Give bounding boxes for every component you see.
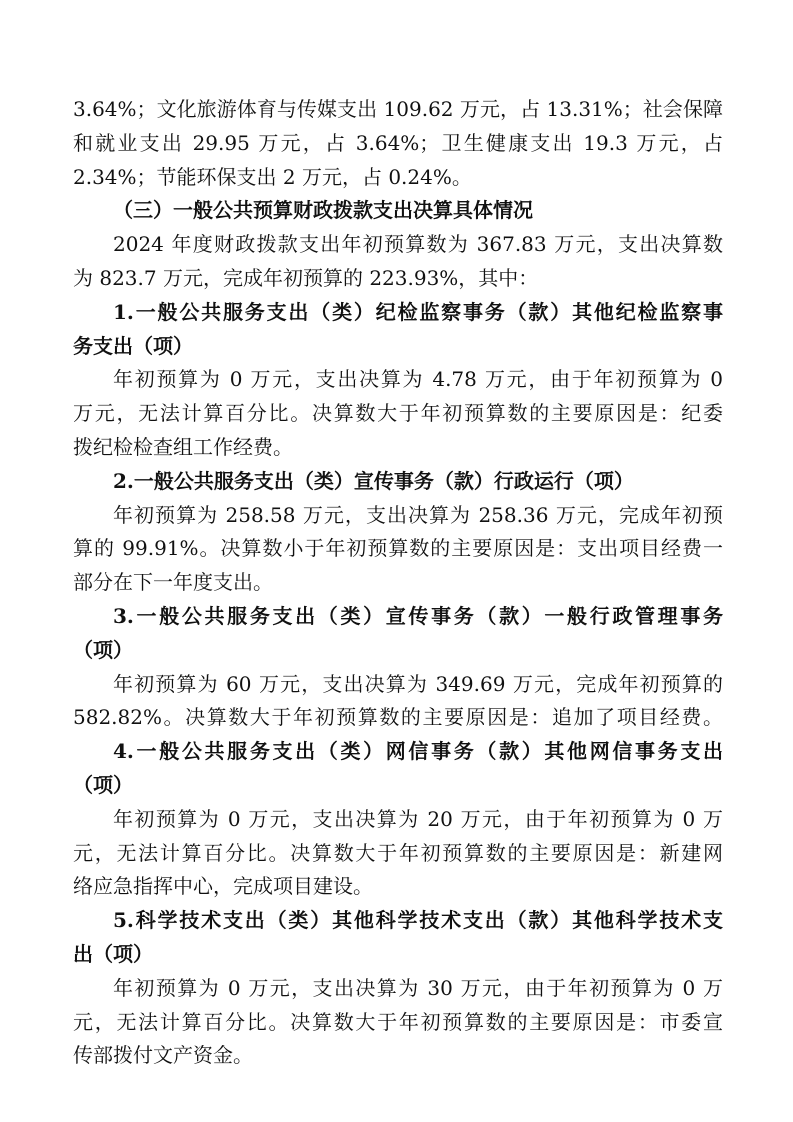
text-line: 元，无法计算百分比。决算数大于年初预算数的主要原因是：新建网 [73,840,723,865]
text-line: 和就业支出 29.95 万元，占 3.64%；卫生健康支出 19.3 万元，占 [73,130,723,155]
item-heading: 5.科学技术支出（类）其他科学技术支出（款）其他科学技术支 [113,908,723,933]
text-line: 传部拨付文产资金。 [73,1043,253,1068]
item-heading: （项） [73,637,133,662]
text-line: 年初预算为 0 万元，支出决算为 4.78 万元，由于年初预算为 0 [113,367,723,392]
text-line: 为 823.7 万元，完成年初预算的 223.93%，其中： [73,265,539,290]
text-line: 2.34%；节能环保支出 2 万元，占 0.24%。 [73,164,472,189]
item-heading: （项） [73,772,133,797]
text-line: 部分在下一年度支出。 [73,570,273,595]
text-line: 年初预算为 60 万元，支出决算为 349.69 万元，完成年初预算的 [113,671,723,696]
item-heading: 2.一般公共服务支出（类）宣传事务（款）行政运行（项） [113,468,634,493]
document-page [73,93,723,1073]
item-heading: 出（项） [73,941,153,966]
text-line: 年初预算为 0 万元，支出决算为 20 万元，由于年初预算为 0 万 [113,806,723,831]
text-line: 年初预算为 258.58 万元，支出决算为 258.36 万元，完成年初预 [113,502,723,527]
text-line: 582.82%。决算数大于年初预算数的主要原因是：追加了项目经费。 [73,705,723,730]
section-heading: （三）一般公共预算财政拨款支出决算具体情况 [113,198,533,223]
item-heading: 3.一般公共服务支出（类）宣传事务（款）一般行政管理事务 [113,603,723,628]
item-heading: 1.一般公共服务支出（类）纪检监察事务（款）其他纪检监察事 [113,299,723,324]
text-line: 2024 年度财政拨款支出年初预算数为 367.83 万元，支出决算数 [113,232,723,257]
item-heading: 务支出（项） [73,333,193,358]
item-heading: 4.一般公共服务支出（类）网信事务（款）其他网信事务支出 [113,739,723,764]
text-line: 算的 99.91%。决算数小于年初预算数的主要原因是：支出项目经费一 [73,536,723,561]
text-line: 拨纪检检查组工作经费。 [73,434,293,459]
text-line: 元，无法计算百分比。决算数大于年初预算数的主要原因是：市委宣 [73,1009,723,1034]
text-line: 络应急指挥中心，完成项目建设。 [73,874,373,899]
text-line: 年初预算为 0 万元，支出决算为 30 万元，由于年初预算为 0 万 [113,975,723,1000]
text-line: 3.64%；文化旅游体育与传媒支出 109.62 万元，占 13.31%；社会保障 [73,97,723,121]
text-line: 万元，无法计算百分比。决算数大于年初预算数的主要原因是：纪委 [73,401,723,426]
